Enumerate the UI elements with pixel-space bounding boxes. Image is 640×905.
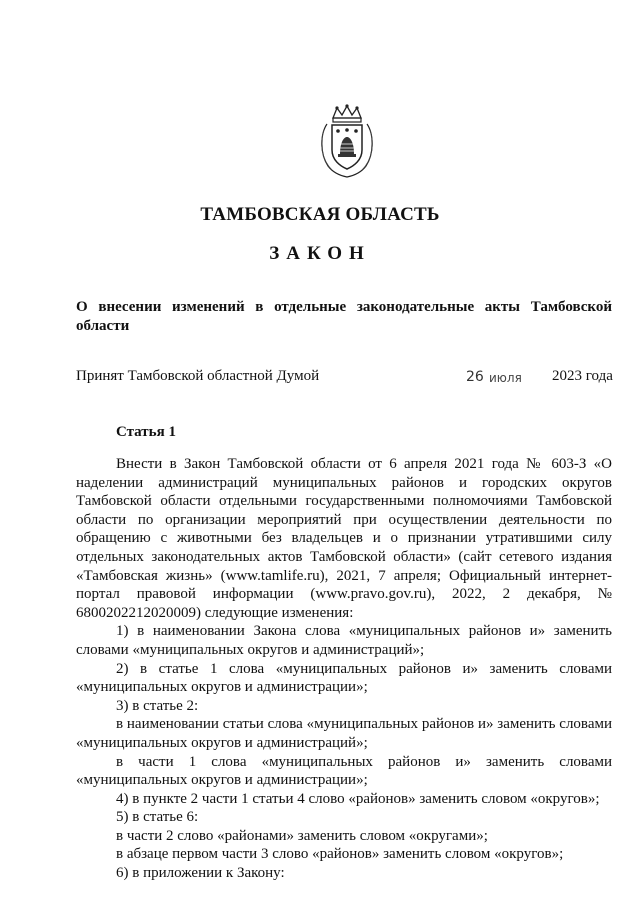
paragraph-item-2: 2) в статье 1 слова «муниципальных районов и» заменить словами «муниципальных округов и администрации»; bbox=[76, 660, 612, 696]
paragraph-item-1: 1) в наименовании Закона слова «муниципальных районов и» заменить словами «муниципальных округов и администраций»; bbox=[76, 623, 612, 658]
adoption-month: июля bbox=[489, 371, 522, 385]
adoption-year: 2023 года bbox=[552, 368, 613, 384]
paragraph-item-4: 4) в пункте 2 части 1 статьи 4 слово «районов» заменить словом «округов»; bbox=[116, 790, 600, 807]
article-heading: Статья 1 bbox=[116, 424, 176, 440]
region-heading: ТАМБОВСКАЯ ОБЛАСТЬ bbox=[200, 204, 440, 225]
law-title: О внесении изменений в отдельные законодательные акты Тамбовской области bbox=[76, 299, 612, 334]
paragraph-item-5-sub-1: в части 2 слово «районами» заменить словом «округами»; bbox=[116, 827, 488, 844]
paragraph-item-3: 3) в статье 2: bbox=[116, 697, 199, 714]
paragraph-item-3-sub-1: в наименовании статьи слова «муниципальных районов и» заменить словами «муниципальных округов и администраций»; bbox=[76, 716, 612, 751]
adoption-statement: Принят Тамбовской областной Думой bbox=[76, 368, 320, 384]
paragraph-item-3-sub-2: в части 1 слова «муниципальных районов и» заменить словами «муниципальных округов и администрации»; bbox=[76, 753, 612, 789]
paragraph-intro: Внести в Закон Тамбовской области от 6 апреля 2021 года № 603-З «О наделении администраций муниципальных районов и городских округов Тамбовской области отдельными государственными полномочиями Тамбовской области по организации мероприятий при осуществлении деятельности по обращению с животными без владельцев и о признании утратившими силу отдельных законодательных актов Тамбовской области» (сайт сетевого издания «Тамбовская жизнь» (www.tamlife.ru), 2021, 7 апреля; Официальный интернет-портал правовой информации (www.pravo.gov.ru), 2022, 2 декабря, № 6800202212020009) следующие изменения: bbox=[76, 456, 612, 621]
paragraph-item-5: 5) в статье 6: bbox=[116, 809, 199, 826]
paragraph-item-5-sub-2: в абзаце первом части 3 слово «районов» заменить словом «округов»; bbox=[116, 846, 564, 863]
paragraph-item-6: 6) в приложении к Закону: bbox=[116, 865, 285, 882]
article-body bbox=[76, 455, 612, 883]
tambov-coat-of-arms-icon bbox=[318, 104, 376, 178]
document-type-heading: ЗАКОН bbox=[269, 243, 371, 264]
adoption-day: 26 bbox=[466, 369, 484, 385]
